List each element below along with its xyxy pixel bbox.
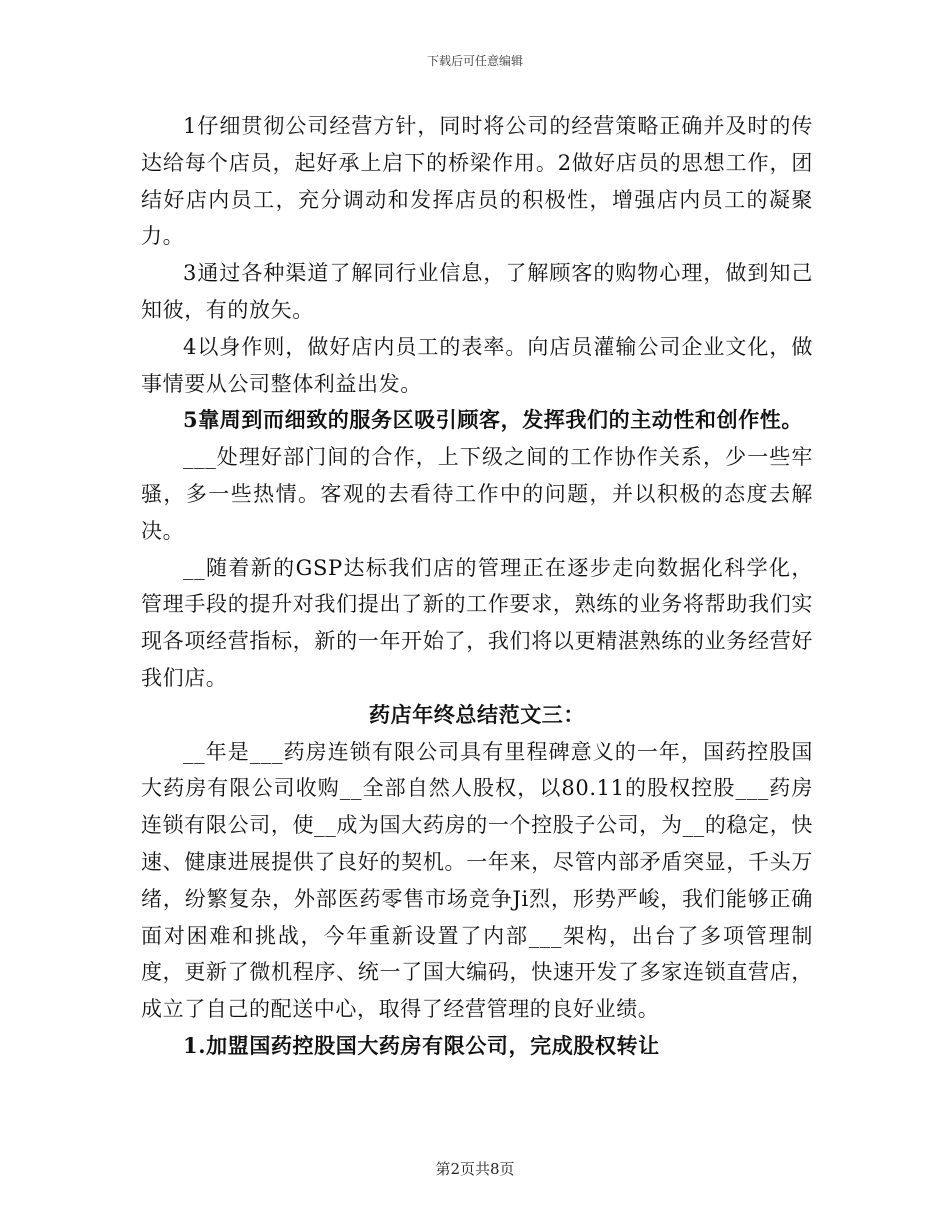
document-body [141,108,813,1065]
paragraph-7: __年是___药房连锁有限公司具有里程碑意义的一年，国药控股国大药房有限公司收购__全部自然人股权，以80.11的股权控股___药房连锁有限公司，使__成为国大药房的一个控股子公司，为__的稳定，快速、健康进展提供了良好的契机。一年来，尽管内部矛盾突显，千头万绪，纷繁复杂，外部医药零售市场竞争Ji烈，形势严峻，我们能够正确面对困难和挑战，今年重新设置了内部___架构，出台了多项管理制度，更新了微机程序、统一了国大编码，快速开发了多家连锁直营店，成立了自己的配送中心，取得了经营管理的良好业绩。 [141,739,813,1022]
paragraph-5: ___处理好部门间的合作，上下级之间的工作协作关系，少一些牢骚，多一些热情。客观的去看待工作中的问题，并以积极的态度去解决。 [141,445,813,543]
page-header: 下载后可任意编辑 [426,54,523,68]
paragraph-2: 3通过各种渠道了解同行业信息，了解顾客的购物心理，做到知己知彼，有的放矢。 [141,261,813,322]
paragraph-3: 4以身作则，做好店内员工的表率。向店员灌输公司企业文化，做事情要从公司整体利益出发。 [141,334,813,396]
subheading-1: 1.加盟国药控股国大药房有限公司，完成股权转让 [183,1032,660,1058]
section-heading: 药店年终总结范文三： [369,701,585,727]
page-footer: 第2页共8页 [435,1160,515,1178]
paragraph-6: __随着新的GSP达标我们店的管理正在逐步走向数据化科学化，管理手段的提升对我们提出了新的工作要求，熟练的业务将帮助我们实现各项经营指标，新的一年开始了，我们将以更精湛熟练的业务经营好我们店。 [141,555,813,690]
paragraph-1: 1仔细贯彻公司经营方针，同时将公司的经营策略正确并及时的传达给每个店员，起好承上启下的桥梁作用。2做好店员的思想工作，团结好店内员工，充分调动和发挥店员的积极性，增强店内员工的凝聚力。 [141,114,813,249]
paragraph-4-bold: 5靠周到而细致的服务区吸引顾客，发挥我们的主动性和创作性。 [183,407,804,433]
